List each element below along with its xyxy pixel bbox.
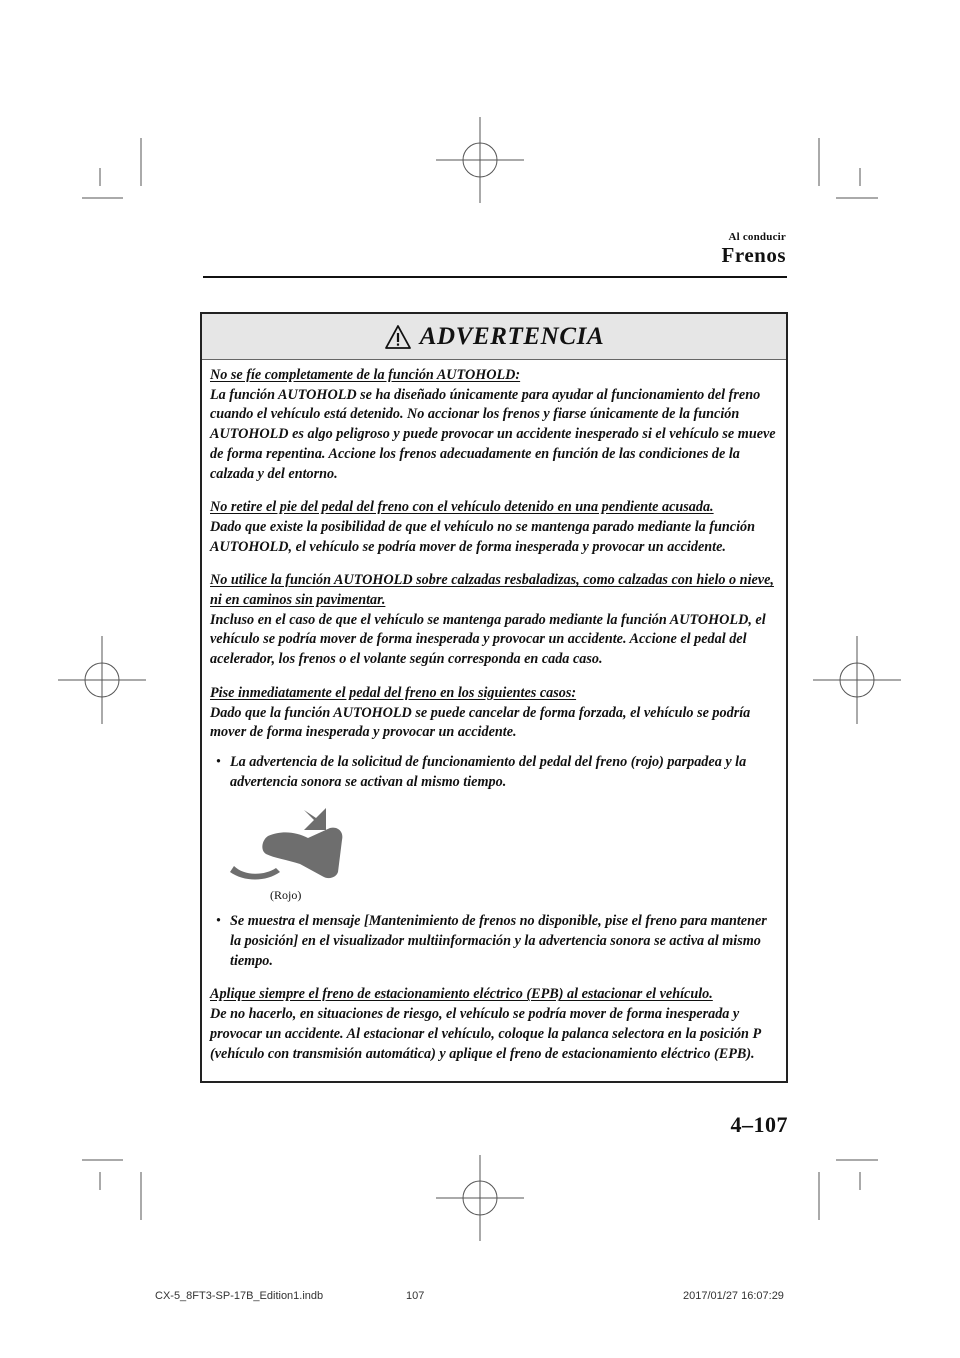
bullet-item <box>216 912 780 971</box>
warning-paragraph-heading: No retire el pie del pedal del freno con el vehículo detenido en una pendiente acusada. <box>210 499 714 516</box>
footer-file-name: CX-5_8FT3-SP-17B_Edition1.indb <box>155 1290 324 1302</box>
warning-paragraph <box>210 684 780 743</box>
bullet-marker: • <box>216 913 221 930</box>
bullet-item <box>216 753 780 792</box>
bullet-text: La advertencia de la solicitud de funcionamiento del pedal del freno (rojo) parpadea y la advertencia sonora se activan al mismo tiempo. <box>230 753 747 790</box>
footer-page-number: 107 <box>406 1290 425 1302</box>
warning-box <box>200 312 788 1083</box>
warning-paragraph-heading: Aplique siempre el freno de estacionamiento eléctrico (EPB) al estacionar el vehículo. <box>210 986 713 1003</box>
warning-paragraph-text: Dado que la función AUTOHOLD se puede cancelar de forma forzada, el vehículo se podría mover de forma inesperada y provocar un accidente. <box>210 704 751 741</box>
warning-paragraph-heading: No utilice la función AUTOHOLD sobre calzadas resbaladizas, como calzadas con hielo o nieve, ni en caminos sin pavimentar. <box>210 572 774 609</box>
warning-triangle-icon <box>384 324 412 350</box>
bullet-marker: • <box>216 753 221 770</box>
warning-body <box>210 366 780 1078</box>
warning-paragraph <box>210 498 780 557</box>
warning-header <box>202 314 786 360</box>
warning-paragraph <box>210 985 780 1064</box>
warning-paragraph-heading: Pise inmediatamente el pedal del freno en los siguientes casos: <box>210 684 577 701</box>
warning-title: ADVERTENCIA <box>419 322 605 350</box>
warning-paragraph-heading: No se fíe completamente de la función AUTOHOLD: <box>210 367 521 383</box>
section-title: Frenos <box>721 243 786 267</box>
warning-paragraph-text: De no hacerlo, en situaciones de riesgo, el vehículo se podría mover de forma inesperada y provocar un accidente. Al estacionar el vehículo, coloque la palanca selectora en la posición P (vehículo con transmisión automática) y aplique el freno de estacionamiento eléctrico (EPB). <box>210 1006 761 1062</box>
bullet-text: Se muestra el mensaje [Mantenimiento de frenos no disponible, pise el freno para mantener la posición] en el visualizador multiinformación y la advertencia sonora se activa al mismo tiempo. <box>230 913 767 969</box>
page-number: 4–107 <box>730 1112 788 1137</box>
warning-paragraph <box>210 366 780 484</box>
warning-paragraph-text: La función AUTOHOLD se ha diseñado únicamente para ayudar al funcionamiento del freno cuando el vehículo está detenido. No accionar los frenos y fiarse únicamente de la función AUTOHOLD es algo peligroso y puede provocar un accidente inesperado si el vehículo se mueve de forma repentina. Accione los frenos adecuadamente en función de las condiciones de la calzada y del entorno. <box>210 386 776 482</box>
header-rule <box>203 276 787 278</box>
brake-pedal-figure <box>210 804 780 908</box>
footer-timestamp: 2017/01/27 16:07:29 <box>683 1290 784 1302</box>
brake-pedal-foot-icon <box>230 806 345 884</box>
figure-caption: (Rojo) <box>270 888 302 903</box>
warning-paragraph <box>210 571 780 670</box>
warning-paragraph-text: Incluso en el caso de que el vehículo se mantenga parado mediante la función AUTOHOLD, el vehículo se podría mover de forma inesperada y provocar un accidente. Accione el pedal del acelerador, los frenos o el volante según corresponda en cada caso. <box>210 611 766 668</box>
warning-paragraph-text: Dado que existe la posibilidad de que el vehículo no se mantenga parado mediante la función AUTOHOLD, el vehículo se podría mover de forma inesperada y provocar un accidente. <box>210 518 756 555</box>
section-label: Al conducir <box>728 231 786 243</box>
